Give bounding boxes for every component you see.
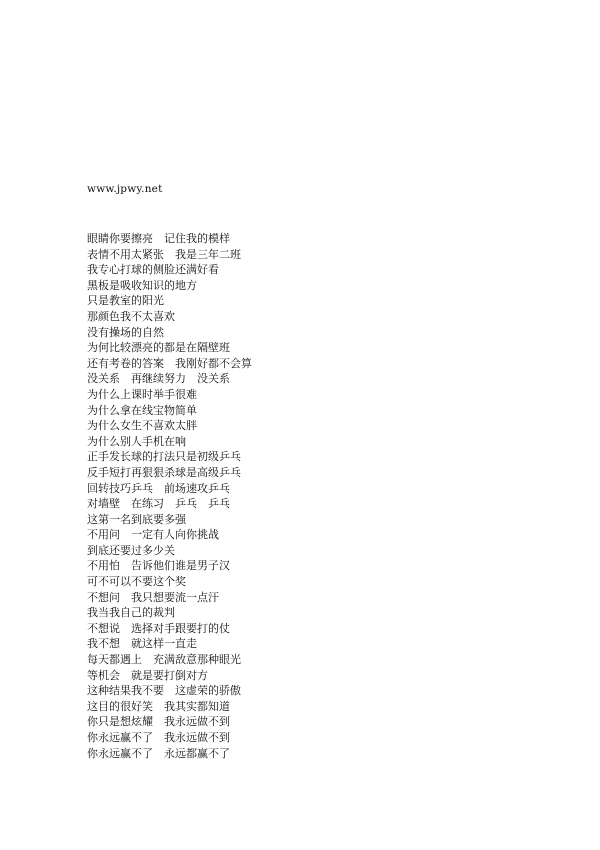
lyric-line: 没有操场的自然 <box>87 325 164 339</box>
lyric-line: 这目的很好笑 我其实都知道 <box>87 699 230 713</box>
lyric-line: 黑板是吸收知识的地方 <box>87 278 197 292</box>
lyric-line: 回转技巧乒乓 前场速攻乒乓 <box>87 481 230 495</box>
lyric-line: 还有考卷的答案 我刚好都不会算 <box>87 356 252 370</box>
lyric-line: 我专心打球的侧脸还满好看 <box>87 263 219 277</box>
lyric-line: 每天都遇上 充满敌意那种眼光 <box>87 653 241 667</box>
lyric-line: 表情不用太紧张 我是三年二班 <box>87 247 241 261</box>
lyric-line: 只是教室的阳光 <box>87 294 164 308</box>
source-url: www.jpwy.net <box>87 183 163 195</box>
lyric-line: 我当我自己的裁判 <box>87 606 175 620</box>
lyrics-list <box>87 231 252 761</box>
lyric-line: 为什么上课时举手很难 <box>87 387 197 401</box>
lyric-line: 反手短打再狠狠杀球是高级乒乓 <box>87 465 241 479</box>
lyric-line: 可不可以不要这个奖 <box>87 575 186 589</box>
lyric-line: 不想问 我只想要流一点汗 <box>87 590 219 604</box>
lyric-line: 正手发长球的打法只是初级乒乓 <box>87 450 241 464</box>
lyric-line: 为何比较漂亮的都是在隔壁班 <box>87 341 230 355</box>
lyric-line: 不想说 选择对手跟要打的仗 <box>87 621 230 635</box>
lyric-line: 到底还要过多少关 <box>87 543 175 557</box>
lyric-line: 眼睛你要擦亮 记住我的模样 <box>87 232 230 245</box>
lyric-line: 没关系 再继续努力 没关系 <box>87 372 230 386</box>
lyric-line: 对墙壁 在练习 乒乓 乒乓 <box>87 497 230 511</box>
lyric-line: 这第一名到底要多强 <box>87 512 186 526</box>
lyric-line: 等机会 就是要打倒对方 <box>87 668 208 682</box>
lyric-line: 不用怕 告诉他们谁是男子汉 <box>87 559 230 573</box>
lyric-line: 你只是想炫耀 我永远做不到 <box>87 715 230 729</box>
lyric-line: 为什么女生不喜欢太胖 <box>87 419 197 433</box>
lyric-line: 这种结果我不要 这虚荣的骄傲 <box>87 684 241 698</box>
lyric-line: 那颜色我不太喜欢 <box>87 309 175 323</box>
lyric-line: 不用问 一定有人向你挑战 <box>87 528 219 542</box>
lyric-line: 你永远赢不了 永远都赢不了 <box>87 746 230 760</box>
lyric-line: 你永远赢不了 我永远做不到 <box>87 731 230 744</box>
lyric-line: 为什么别人手机在响 <box>87 434 186 448</box>
lyric-line: 为什么拿在线宝物简单 <box>87 403 197 417</box>
lyric-line: 我不想 就这样一直走 <box>87 637 197 651</box>
